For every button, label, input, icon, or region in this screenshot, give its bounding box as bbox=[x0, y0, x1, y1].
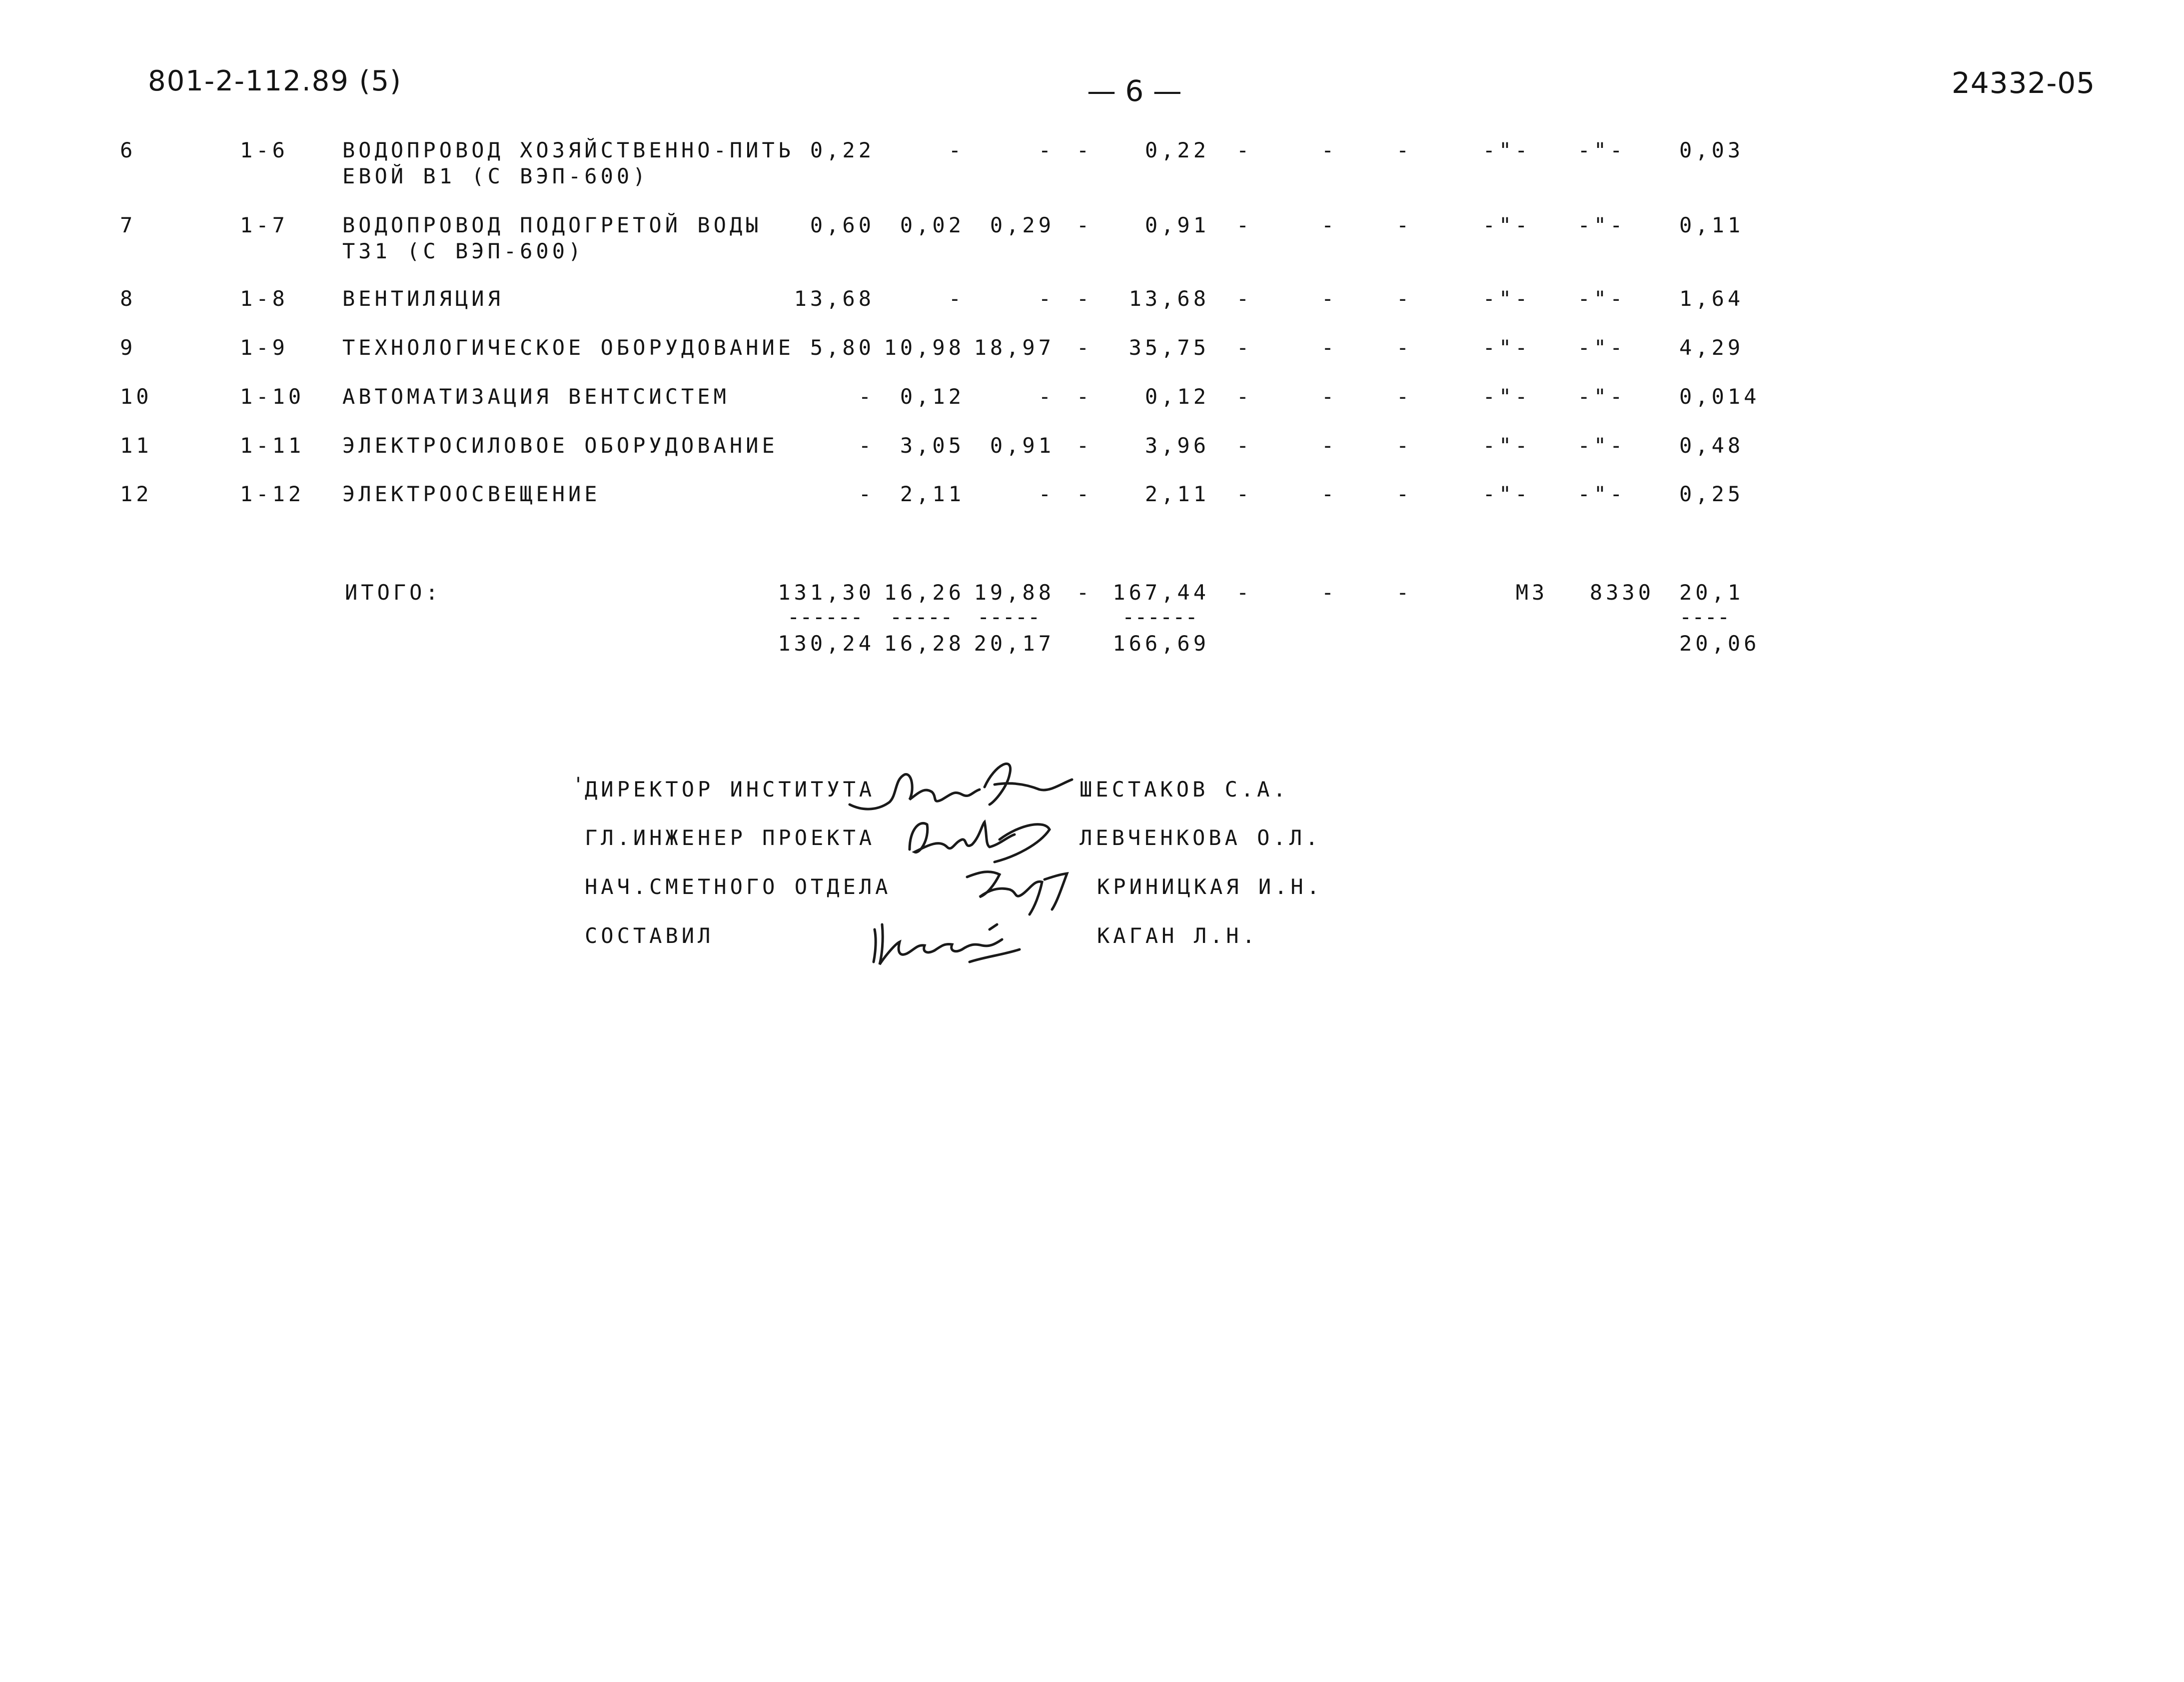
cell-c3: - bbox=[1038, 286, 1055, 311]
cell-code: 1-9 bbox=[240, 335, 288, 360]
cell-n: 7 bbox=[120, 213, 136, 237]
cell-c5: 2,11 bbox=[1144, 482, 1209, 506]
cell-c7: - bbox=[1321, 286, 1338, 311]
cell-c11: 0,11 bbox=[1679, 213, 1744, 237]
cell-name: ЭЛЕКТРООСВЕЩЕНИЕ bbox=[342, 482, 601, 506]
cell-name: АВТОМАТИЗАЦИЯ ВЕНТСИСТЕМ bbox=[342, 384, 730, 409]
cell-c8: - bbox=[1396, 138, 1413, 162]
cell-c7: - bbox=[1321, 213, 1338, 237]
cell-c6: - bbox=[1236, 286, 1253, 311]
cell-c6: - bbox=[1236, 138, 1253, 162]
cell-c2: - bbox=[948, 286, 965, 311]
cell-c11: 0,014 bbox=[1679, 384, 1760, 409]
cell-c6: - bbox=[1236, 482, 1253, 506]
signature-role-director: ДИРЕКТОР ИНСТИТУТА bbox=[585, 777, 876, 802]
cell-c9: -"- bbox=[1482, 482, 1531, 506]
cell-c5: 0,91 bbox=[1144, 213, 1209, 237]
cell-c4: - bbox=[1076, 433, 1093, 458]
cell-code: 1-8 bbox=[240, 286, 288, 311]
cell-c4: - bbox=[1076, 138, 1093, 162]
cell-c1: - bbox=[858, 384, 875, 409]
cell-c7: - bbox=[1321, 138, 1338, 162]
cell-c1: 13,68 bbox=[794, 286, 875, 311]
cell-c3: 18,97 bbox=[974, 335, 1055, 360]
cell-c8: - bbox=[1396, 335, 1413, 360]
cell-name: ВЕНТИЛЯЦИЯ bbox=[342, 286, 504, 311]
cell-c5: 35,75 bbox=[1128, 335, 1209, 360]
document-code: 801-2-112.89 (5) bbox=[148, 65, 402, 97]
cell-c7: - bbox=[1321, 384, 1338, 409]
total-c2-corrected: 16,28 bbox=[884, 631, 965, 656]
cell-c4: - bbox=[1076, 286, 1093, 311]
cell-n: 12 bbox=[120, 482, 152, 506]
cell-c4: - bbox=[1076, 335, 1093, 360]
cell-c11: 4,29 bbox=[1679, 335, 1744, 360]
archive-number: 24332-05 bbox=[1952, 66, 2096, 100]
total-c3: 19,88 bbox=[974, 580, 1055, 605]
total-c4: - bbox=[1076, 580, 1093, 605]
signature-role-chief-engineer: ГЛ.ИНЖЕНЕР ПРОЕКТА bbox=[585, 826, 876, 850]
cell-n: 8 bbox=[120, 286, 136, 311]
total-c10: 8330 bbox=[1589, 580, 1654, 605]
cell-name: ВОДОПРОВОД ХОЗЯЙСТВЕННО-ПИТЬ bbox=[342, 138, 795, 162]
cell-c2: 3,05 bbox=[900, 433, 965, 458]
total-c1-corrected: 130,24 bbox=[778, 631, 875, 656]
underline-c11: ---- bbox=[1679, 605, 1730, 629]
total-c3-corrected: 20,17 bbox=[974, 631, 1055, 656]
cell-c3: 0,29 bbox=[990, 213, 1055, 237]
cell-code: 1-11 bbox=[240, 433, 305, 458]
cell-c1: - bbox=[858, 482, 875, 506]
signature-name-estimate-head: КРИНИЦКАЯ И.Н. bbox=[1097, 874, 1323, 899]
cell-c10: -"- bbox=[1577, 286, 1626, 311]
cell-c10: -"- bbox=[1577, 433, 1626, 458]
cell-c8: - bbox=[1396, 384, 1413, 409]
cell-c7: - bbox=[1321, 433, 1338, 458]
cell-c4: - bbox=[1076, 213, 1093, 237]
signature-name-compiler: КАГАН Л.Н. bbox=[1097, 923, 1258, 948]
cell-code: 1-12 bbox=[240, 482, 305, 506]
total-c11: 20,1 bbox=[1679, 580, 1744, 605]
cell-c5: 3,96 bbox=[1144, 433, 1209, 458]
cell-code: 1-7 bbox=[240, 213, 288, 237]
cell-c1: 5,80 bbox=[810, 335, 875, 360]
tick-mark: ' bbox=[572, 774, 585, 797]
cell-c8: - bbox=[1396, 286, 1413, 311]
cell-c1: 0,22 bbox=[810, 138, 875, 162]
total-c5-corrected: 166,69 bbox=[1112, 631, 1209, 656]
cell-name-continued: Т31 (С ВЭП-600) bbox=[342, 239, 585, 263]
cell-c3: - bbox=[1038, 138, 1055, 162]
cell-c4: - bbox=[1076, 482, 1093, 506]
cell-code: 1-6 bbox=[240, 138, 288, 162]
total-c9: М3 bbox=[1515, 580, 1548, 605]
cell-c6: - bbox=[1236, 335, 1253, 360]
cell-c7: - bbox=[1321, 482, 1338, 506]
cell-c10: -"- bbox=[1577, 138, 1626, 162]
cell-name-continued: ЕВОЙ В1 (С ВЭП-600) bbox=[342, 164, 649, 188]
cell-n: 10 bbox=[120, 384, 152, 409]
cell-name: ЭЛЕКТРОСИЛОВОЕ ОБОРУДОВАНИЕ bbox=[342, 433, 778, 458]
cell-c8: - bbox=[1396, 482, 1413, 506]
page-number: — 6 — bbox=[1087, 74, 1182, 108]
total-c11-corrected: 20,06 bbox=[1679, 631, 1760, 656]
underline-c3: ----- bbox=[977, 605, 1041, 629]
cell-c11: 0,25 bbox=[1679, 482, 1744, 506]
cell-c3: - bbox=[1038, 384, 1055, 409]
total-c5: 167,44 bbox=[1112, 580, 1209, 605]
cell-c1: 0,60 bbox=[810, 213, 875, 237]
cell-c2: - bbox=[948, 138, 965, 162]
cell-c9: -"- bbox=[1482, 213, 1531, 237]
underline-c1: ------ bbox=[787, 605, 863, 629]
handwritten-signature-compiler bbox=[870, 914, 1035, 969]
cell-c7: - bbox=[1321, 335, 1338, 360]
total-c6: - bbox=[1236, 580, 1253, 605]
cell-c9: -"- bbox=[1482, 286, 1531, 311]
cell-c10: -"- bbox=[1577, 384, 1626, 409]
cell-n: 11 bbox=[120, 433, 152, 458]
total-c7: - bbox=[1321, 580, 1338, 605]
cell-c6: - bbox=[1236, 433, 1253, 458]
cell-c9: -"- bbox=[1482, 384, 1531, 409]
cell-c3: 0,91 bbox=[990, 433, 1055, 458]
cell-c2: 0,02 bbox=[900, 213, 965, 237]
cell-c2: 2,11 bbox=[900, 482, 965, 506]
cell-code: 1-10 bbox=[240, 384, 305, 409]
cell-c11: 0,48 bbox=[1679, 433, 1744, 458]
signature-name-chief-engineer: ЛЕВЧЕНКОВА О.Л. bbox=[1080, 826, 1322, 850]
cell-c10: -"- bbox=[1577, 213, 1626, 237]
cell-name: ВОДОПРОВОД ПОДОГРЕТОЙ ВОДЫ bbox=[342, 213, 762, 237]
cell-c9: -"- bbox=[1482, 138, 1531, 162]
cell-c5: 0,22 bbox=[1144, 138, 1209, 162]
cell-c1: - bbox=[858, 433, 875, 458]
cell-c9: -"- bbox=[1482, 335, 1531, 360]
cell-c10: -"- bbox=[1577, 335, 1626, 360]
signature-role-compiler: СОСТАВИЛ bbox=[585, 923, 714, 948]
cell-c10: -"- bbox=[1577, 482, 1626, 506]
total-c2: 16,26 bbox=[884, 580, 965, 605]
cell-c6: - bbox=[1236, 384, 1253, 409]
cell-c11: 1,64 bbox=[1679, 286, 1744, 311]
cell-c9: -"- bbox=[1482, 433, 1531, 458]
total-c1: 131,30 bbox=[778, 580, 875, 605]
cell-c11: 0,03 bbox=[1679, 138, 1744, 162]
underline-c2: ----- bbox=[890, 605, 953, 629]
cell-c5: 13,68 bbox=[1128, 286, 1209, 311]
handwritten-signature-director bbox=[845, 745, 1085, 820]
signature-role-estimate-head: НАЧ.СМЕТНОГО ОТДЕЛА bbox=[585, 874, 892, 899]
underline-c5: ------ bbox=[1122, 605, 1198, 629]
cell-n: 6 bbox=[120, 138, 136, 162]
cell-c4: - bbox=[1076, 384, 1093, 409]
cell-c6: - bbox=[1236, 213, 1253, 237]
cell-n: 9 bbox=[120, 335, 136, 360]
cell-c5: 0,12 bbox=[1144, 384, 1209, 409]
cell-c8: - bbox=[1396, 213, 1413, 237]
total-label: ИТОГО: bbox=[345, 580, 442, 605]
cell-c2: 10,98 bbox=[884, 335, 965, 360]
cell-name: ТЕХНОЛОГИЧЕСКОЕ ОБОРУДОВАНИЕ bbox=[342, 335, 795, 360]
cell-c8: - bbox=[1396, 433, 1413, 458]
cell-c3: - bbox=[1038, 482, 1055, 506]
signature-name-director: ШЕСТАКОВ С.А. bbox=[1080, 777, 1289, 802]
total-c8: - bbox=[1396, 580, 1413, 605]
cell-c2: 0,12 bbox=[900, 384, 965, 409]
